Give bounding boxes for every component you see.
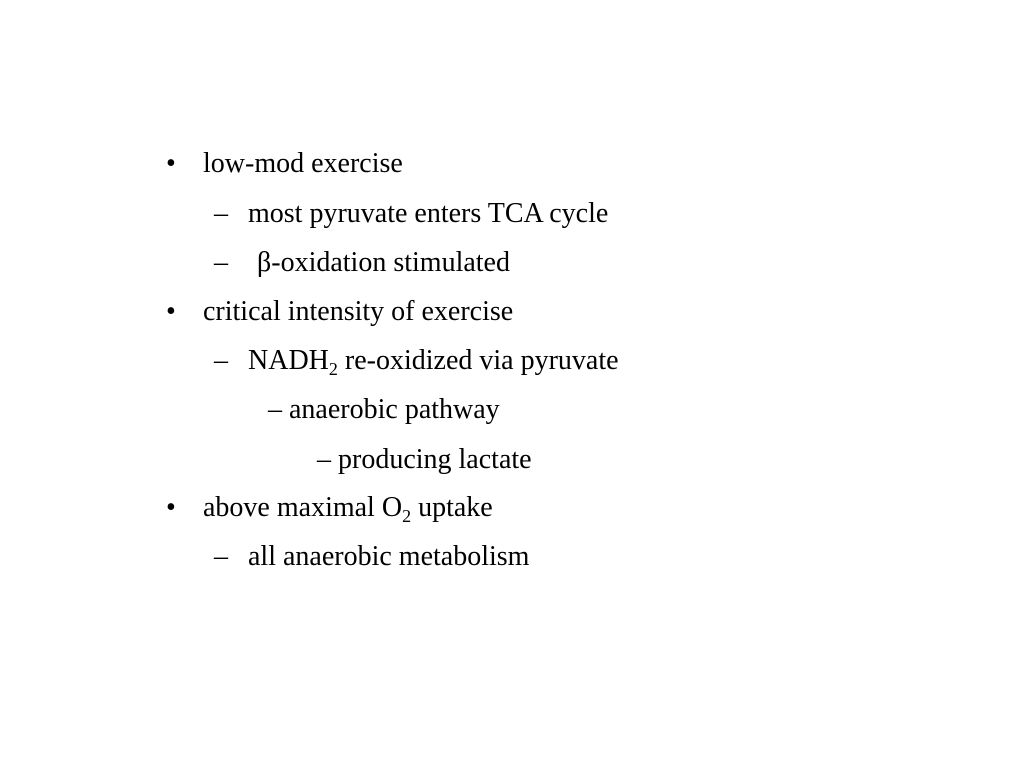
o2-rest-text: uptake (411, 492, 493, 523)
bullet-marker: • (166, 148, 176, 179)
sub-bullet-marker: – (214, 345, 228, 376)
sub-bullet-marker: – (214, 198, 228, 229)
bullet-marker: • (166, 296, 176, 327)
sub-bullet-marker: – (214, 541, 228, 572)
bullet-marker: • (166, 492, 176, 523)
sub-bullet-text-anaerobic-metabolism: all anaerobic metabolism (248, 541, 530, 572)
nadh-subscript: 2 (328, 359, 338, 379)
sub-bullet-text-producing-lactate: – producing lactate (317, 444, 532, 475)
nadh-text: NADH (248, 345, 329, 376)
sub-bullet-text-anaerobic-pathway: – anaerobic pathway (268, 394, 500, 425)
bullet-text-above-maximal-o2 (203, 492, 493, 524)
bullet-text-low-mod-exercise: low-mod exercise (203, 148, 403, 179)
sub-bullet-text-pyruvate-tca: most pyruvate enters TCA cycle (248, 198, 609, 229)
sub-bullet-marker: – (214, 247, 228, 278)
o2-subscript: 2 (402, 506, 412, 526)
nadh-rest-text: re-oxidized via pyruvate (337, 345, 619, 376)
sub-bullet-text-beta-oxidation: β-oxidation stimulated (257, 247, 510, 278)
sub-bullet-text-nadh-reoxidized (248, 345, 619, 377)
bullet-text-critical-intensity: critical intensity of exercise (203, 296, 514, 327)
o2-text: above maximal O (203, 492, 403, 523)
